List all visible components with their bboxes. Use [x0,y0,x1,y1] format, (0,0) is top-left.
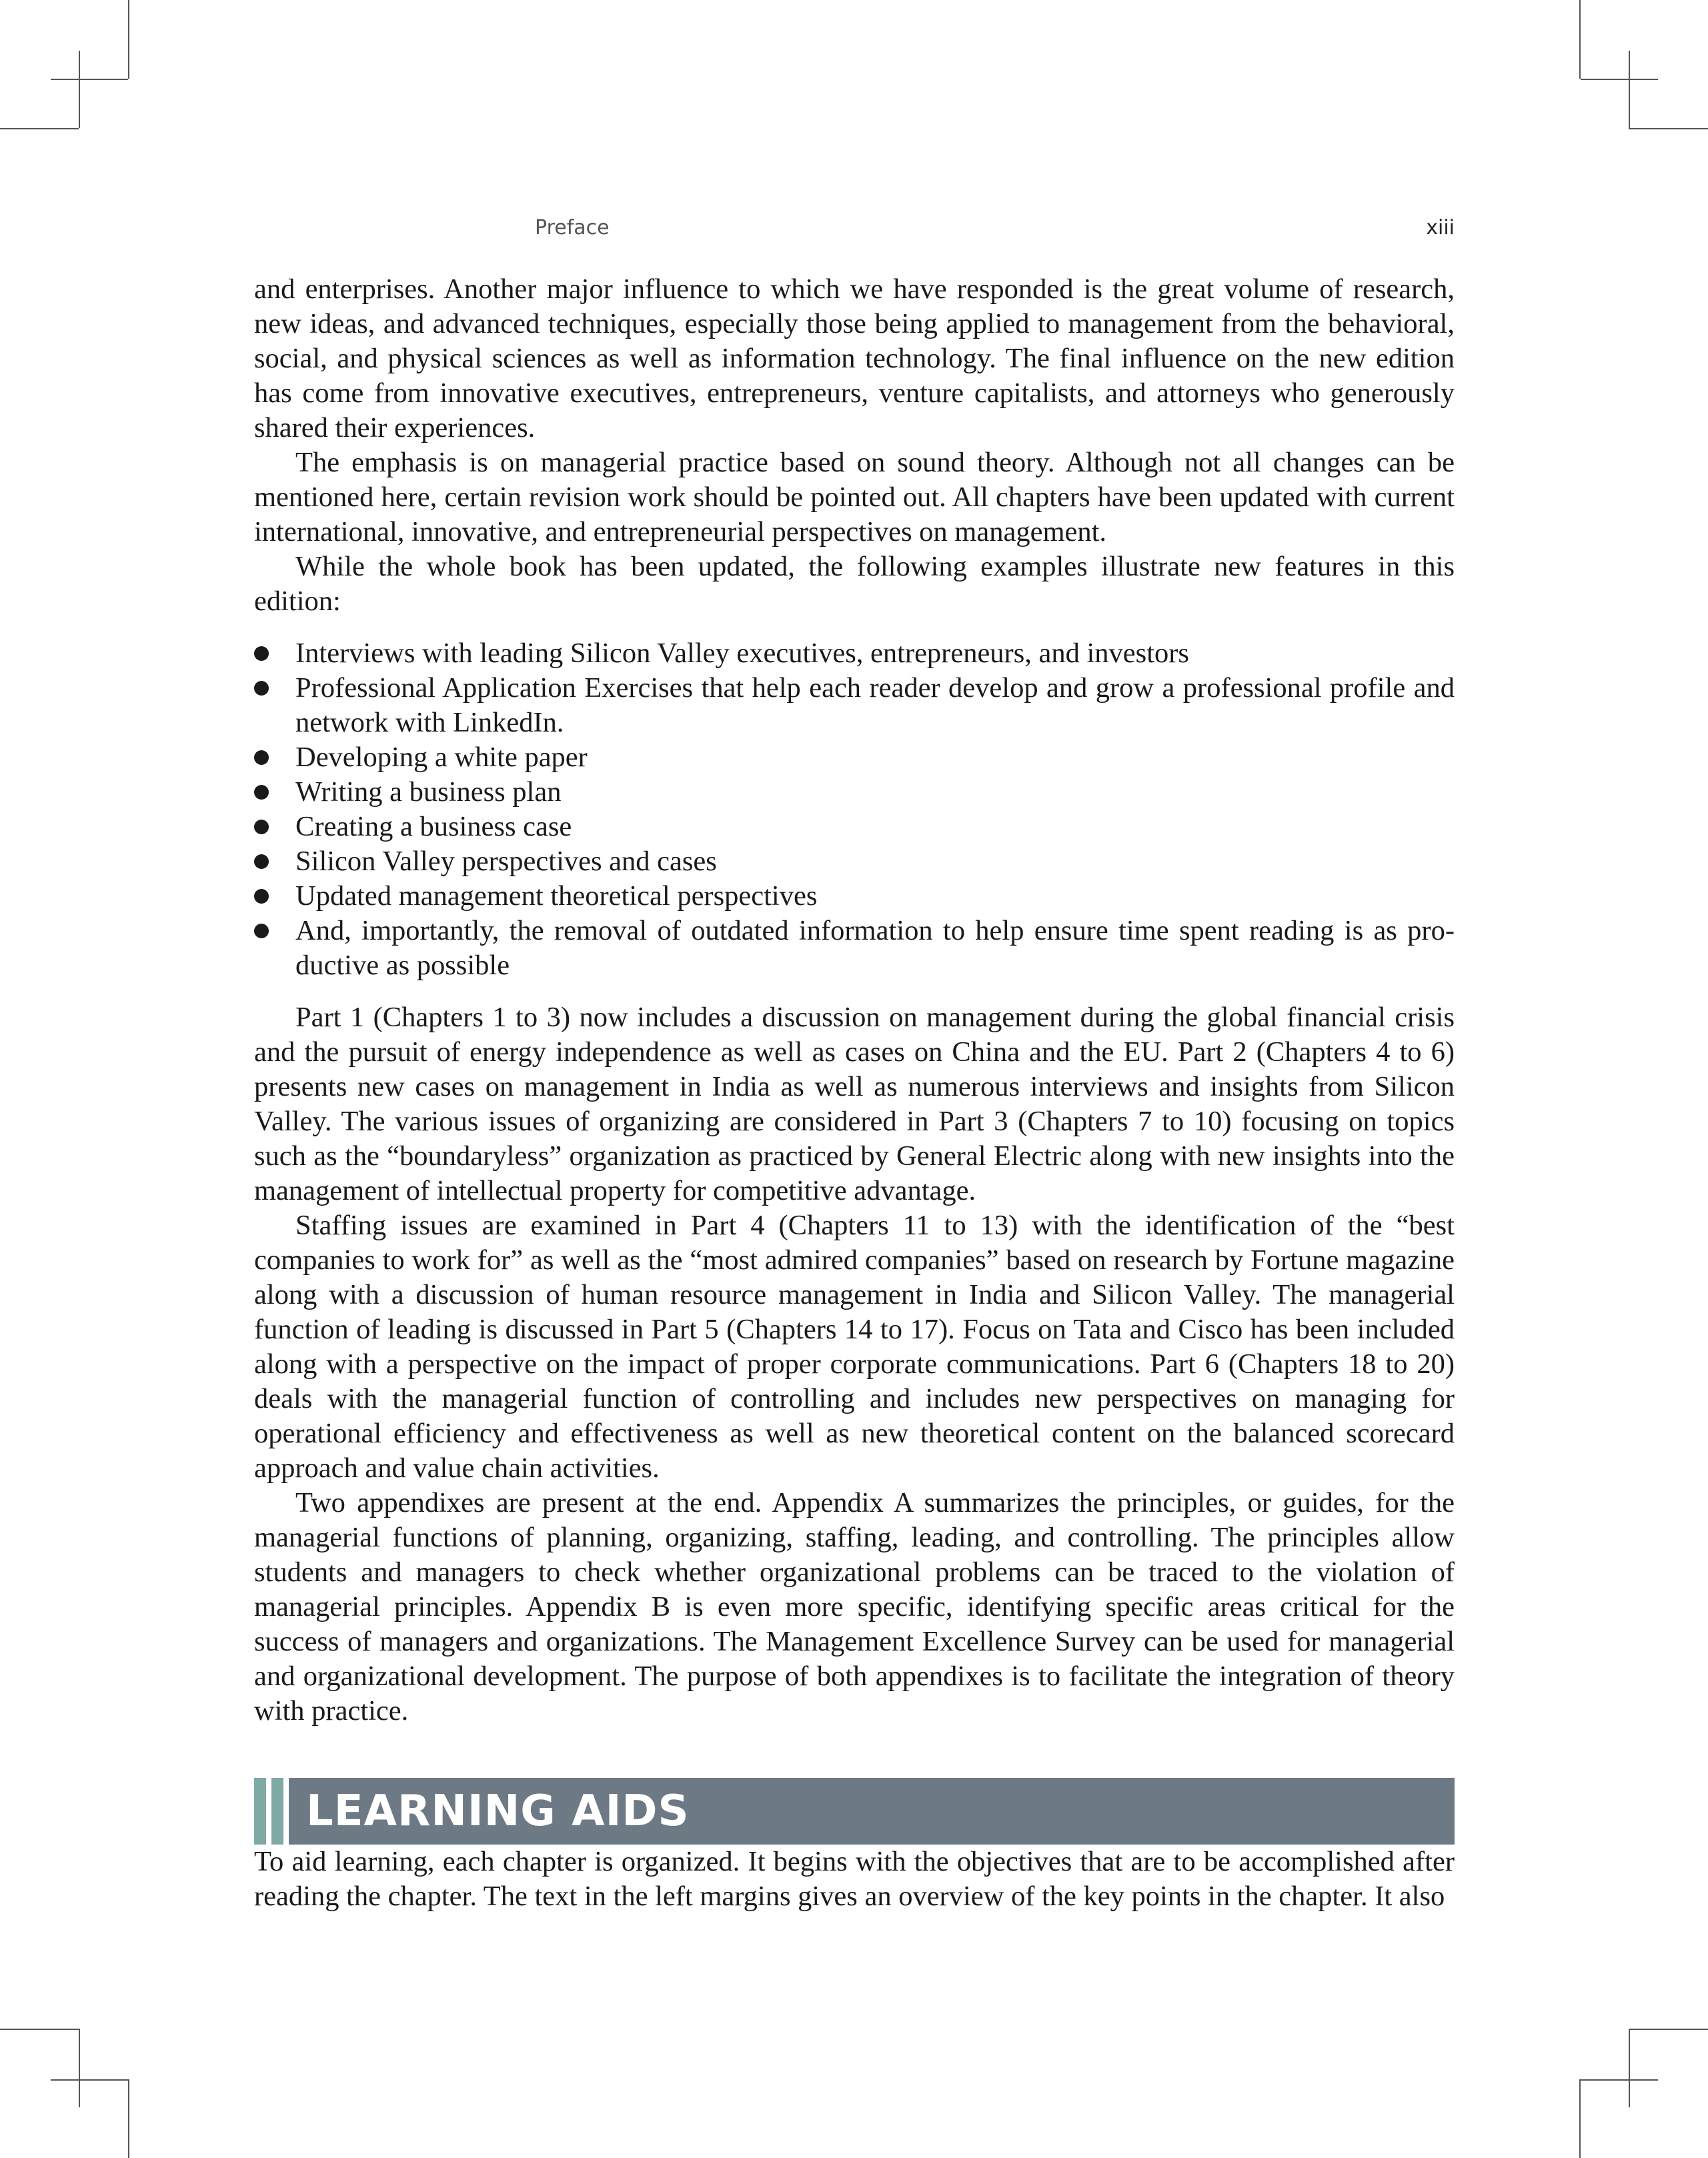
paragraph: Part 1 (Chapters 1 to 3) now includes a discussion on management during the global financial crisis and the pursuit of energy independence as well as cases on China and the EU. Part 2 (Chapters 4 to 6) presents new cases on management in India as well as numerous interviews and insights from Silicon Valley. The various issues of organizing are considered in Part 3 (Chapters 7 to 10) focusing on topics such as the “boundaryless” organization as practiced by General Electric along with new insights into the management of intellectual property for competitive advantage. [254,1002,1455,1206]
feature-list [254,636,1455,983]
list-item-text: Professional Application Exercises that help each reader develop and grow a professional profile and network with LinkedIn. [295,672,1455,738]
list-item [254,740,1455,775]
bullet-icon [254,889,269,904]
list-item-text: Developing a white paper [295,742,588,773]
crop-mark-bottom-right-v [1629,2029,1630,2107]
crop-mark-bottom-right-v2 [1579,2079,1581,2158]
section-accent-bar [254,1778,266,1845]
bullet-icon [254,924,269,938]
list-item-text: Writing a business plan [295,776,562,808]
crop-mark-bottom-left-h [0,2029,79,2030]
bullet-icon [254,681,269,696]
section-heading [254,1778,1455,1845]
list-item [254,914,1455,983]
crop-mark-bottom-left-v [79,2029,80,2107]
paragraph: While the whole book has been updated, the following examples illustrate new features in this edition: [254,551,1455,617]
bullet-icon [254,750,269,765]
paragraph: To aid learning, each chapter is organized. It begins with the objectives that are to be accomplished after reading the chapter. The text in the left margins gives an overview of the key points in the chapter. It also [254,1846,1455,1912]
paragraph: The emphasis is on managerial practice based on sound theory. Although not all changes can be mentioned here, certain revision work should be pointed out. All chapters have been updated with current international, innovative, and entrepreneurial perspectives on management. [254,447,1455,548]
list-item-text: Creating a business case [295,811,572,842]
crop-mark-top-left-v2 [79,51,80,128]
crop-mark-top-left-h2 [0,128,79,129]
crop-mark-top-left-h [51,79,128,80]
list-item [254,879,1455,914]
crop-mark-top-right-h2 [1629,128,1708,129]
running-header-section: Preface [535,216,610,239]
list-item [254,671,1455,740]
section-title-band [289,1778,1455,1845]
list-item [254,636,1455,671]
crop-mark-bottom-left-v2 [128,2079,129,2158]
section-accent-bar [271,1778,283,1845]
page-number: xiii [1426,216,1455,239]
crop-mark-top-right-h [1581,79,1658,80]
paragraph: Staffing issues are examined in Part 4 (Chapters 11 to 13) with the identification of the “best companies to work for” as well as the “most admired companies” based on research by Fortune magazine along with a discussion of human resource management in India and Silicon Valley. The managerial function of leading is discussed in Part 5 (Chapters 14 to 17). Focus on Tata and Cisco has been included along with a perspective on the impact of proper corporate communications. Part 6 (Chapters 18 to 20) deals with the managerial function of controlling and includes new perspectives on managing for operational efficiency and effectiveness as well as new theoretical content on the balanced scorecard approach and value chain activities. [254,1210,1455,1484]
bullet-icon [254,854,269,869]
crop-mark-bottom-left-h2 [51,2079,128,2081]
page-body [254,272,1455,1914]
paragraph: and enterprises. Another major influence to which we have responded is the great volume of research, new ideas, and advanced techniques, especially those being applied to management from the behavioral, social, and physical sciences as well as information technology. The final influence on the new edition has come from innovative executives, entrepreneurs, venture capitalists, and attorneys who generously shared their experiences. [254,273,1455,443]
bullet-icon [254,785,269,800]
paragraph: Two appendixes are present at the end. Appendix A summarizes the principles, or guides, for the managerial functions of planning, organizing, staffing, leading, and controlling. The principles allow students and managers to check whether organizational problems can be traced to the violation of managerial principles. Appendix B is even more specific, identifying specific areas critical for the success of managers and organizations. The Management Excellence Survey can be used for managerial and organizational development. The purpose of both appendixes is to facilitate the integration of theory with practice. [254,1487,1455,1727]
list-item-text: And, importantly, the removal of outdated information to help ensure time spent reading is as pro-ductive as possible [295,915,1455,981]
crop-mark-top-right-v [1579,0,1581,79]
bullet-icon [254,820,269,834]
list-item [254,810,1455,844]
crop-mark-bottom-right-h2 [1581,2079,1658,2081]
bullet-icon [254,646,269,661]
crop-mark-bottom-right-h [1629,2029,1708,2030]
list-item-text: Silicon Valley perspectives and cases [295,846,717,877]
list-item [254,775,1455,810]
crop-mark-top-right-v2 [1629,51,1630,128]
section-title: LEARNING AIDS [306,1787,690,1836]
list-item-text: Interviews with leading Silicon Valley executives, entrepreneurs, and investors [295,638,1189,669]
list-item-text: Updated management theoretical perspectives [295,880,818,912]
list-item [254,844,1455,879]
crop-mark-top-left-v [128,0,129,79]
